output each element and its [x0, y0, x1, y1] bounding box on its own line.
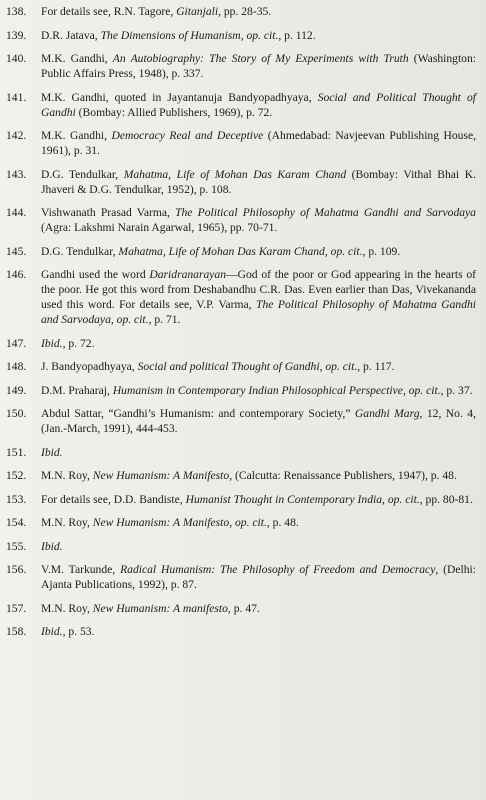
endnote: 143. D.G. Tendulkar, Mahatma, Life of Mohan Das Karam Chand (Bombay: Vithal Bhai K. Jhaveri & D.G. Tendulkar, 1952), p. 108. [6, 167, 476, 196]
endnote: 151. Ibid. [6, 445, 63, 459]
endnote-number: 149. [6, 383, 27, 397]
endnote: 144. Vishwanath Prasad Varma, The Political Philosophy of Mahatma Gandhi and Sarvodaya (Agra: Lakshmi Narain Agarwal, 1965), pp. 70-71. [6, 206, 476, 234]
endnote-number: 150. [6, 407, 27, 420]
endnote: 141. M.K. Gandhi, quoted in Jayantanuja Bandyopadhyaya, Social and Political Thought of Gandhi (Bombay: Allied Publishers, 1969), p. 72. [6, 90, 477, 119]
endnote-number: 145. [6, 244, 27, 258]
endnote-number: 147. [6, 336, 27, 350]
endnote: 156. V.M. Tarkunde, Radical Humanism: The Philosophy of Freedom and Democracy, (Delhi: Ajanta Publications, 1992), p. 87. [6, 563, 476, 591]
endnote: 147. Ibid., p. 72. [6, 336, 95, 350]
endnote: 150. Abdul Sattar, “Gandhi’s Humanism: and contemporary Society,” Gandhi Marg, 12, No. 4, (Jan.-March, 1991), 444-453. [6, 407, 477, 435]
endnote-number: 148. [6, 360, 27, 373]
endnote-number: 144. [6, 206, 27, 219]
endnote-number: 139. [6, 28, 27, 42]
endnote: 148. J. Bandyopadhyaya, Social and political Thought of Gandhi, op. cit., p. 117. [6, 360, 395, 373]
endnote: 153. For details see, D.D. Bandiste, Humanist Thought in Contemporary India, op. cit., pp. 80-81. [6, 492, 473, 506]
endnotes-list [6, 4, 476, 639]
endnote: 152. M.N. Roy, New Humanism: A Manifesto, (Calcutta: Renaissance Publishers, 1947), p. 48. [6, 469, 457, 482]
endnote: 154. M.N. Roy, New Humanism: A Manifesto, op. cit., p. 48. [6, 516, 299, 529]
endnote-number: 157. [6, 601, 27, 615]
endnote-number: 152. [6, 469, 27, 482]
endnote-number: 153. [6, 492, 27, 506]
endnote-number: 146. [6, 268, 27, 281]
endnote-number: 151. [6, 445, 27, 459]
endnote: 158. Ibid., p. 53. [6, 625, 95, 638]
endnote: 155. Ibid. [6, 539, 63, 553]
endnote: 149. D.M. Praharaj, Humanism in Contemporary Indian Philosophical Perspective, op. cit., p. 37. [6, 383, 473, 397]
endnote: 142. M.K. Gandhi, Democracy Real and Deceptive (Ahmedabad: Navjeevan Publishing House, 1961), p. 31. [6, 129, 477, 157]
endnote-number: 156. [6, 563, 27, 576]
endnote-number: 142. [6, 129, 27, 142]
endnote-number: 140. [6, 52, 27, 65]
endnote: 139. D.R. Jatava, The Dimensions of Humanism, op. cit., p. 112. [6, 28, 316, 42]
endnote: 140. M.K. Gandhi, An Autobiography: The Story of My Experiments with Truth (Washington: Public Affairs Press, 1948), p. 337. [6, 52, 476, 80]
endnote: 138. For details see, R.N. Tagore, Gitanjali, pp. 28-35. [6, 5, 272, 18]
endnote: 145. D.G. Tendulkar, Mahatma, Life of Mohan Das Karam Chand, op. cit., p. 109. [6, 244, 401, 258]
endnote-number: 138. [6, 5, 27, 18]
endnote: 157. M.N. Roy, New Humanism: A manifesto, p. 47. [6, 601, 260, 615]
endnote-number: 158. [6, 625, 27, 638]
endnote-number: 143. [6, 167, 27, 181]
endnote-number: 154. [6, 516, 27, 529]
endnote-number: 155. [6, 539, 27, 553]
endnote-number: 141. [6, 90, 27, 104]
endnote: 146. Gandhi used the word Daridranarayan—God of the poor or God appearing in the hearts of the poor. He got this word from Deshabandhu C.R. Das. Even earlier than Das, Vivekananda used this word. For details see, V.P. Varma, The Political Philosophy of Mahatma Gandhi and Sarvodaya, op. cit., p. 71. [6, 268, 477, 326]
